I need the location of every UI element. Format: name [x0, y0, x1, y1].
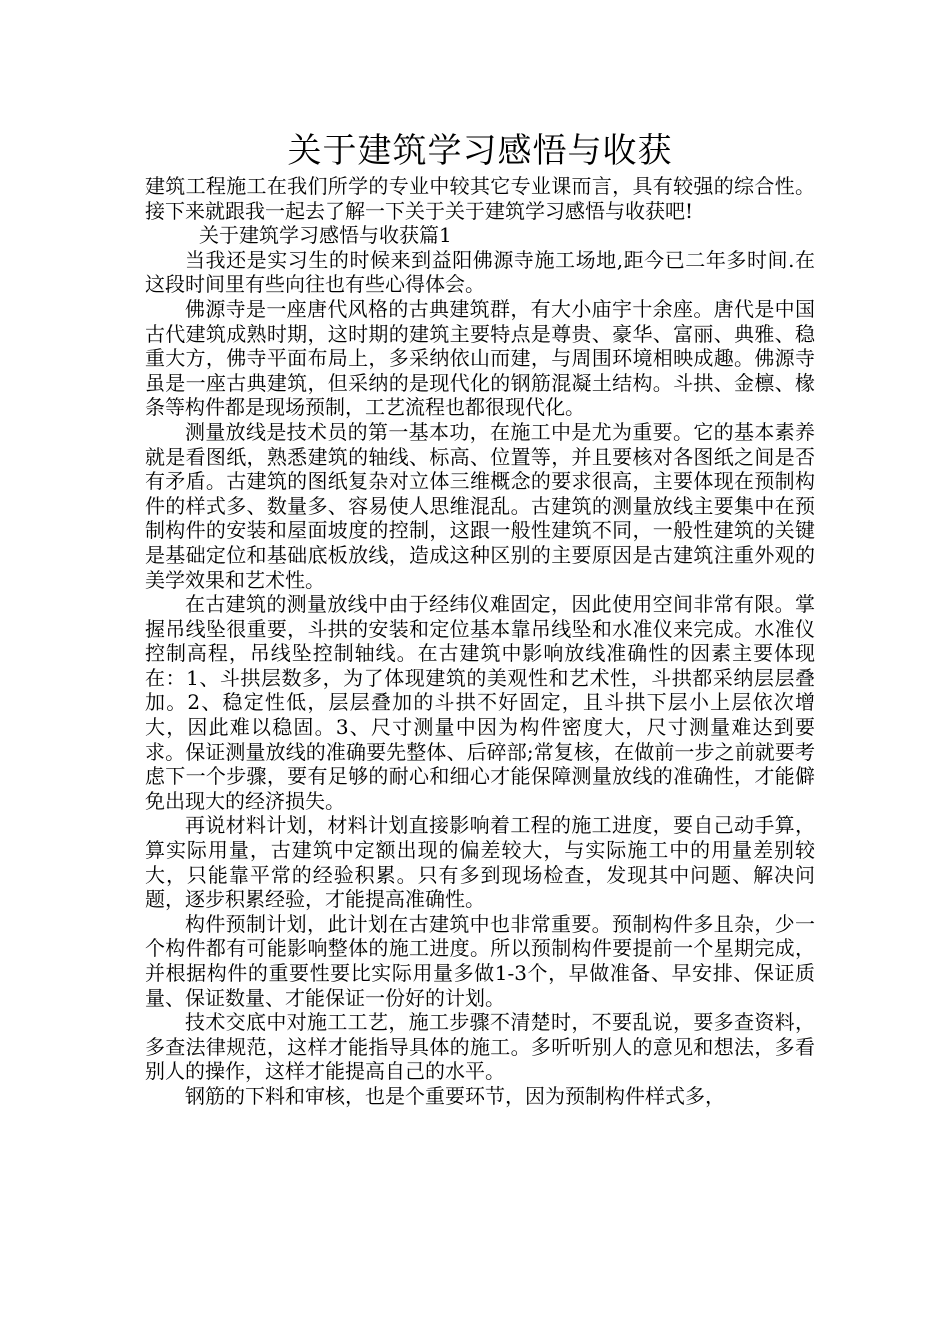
intro-paragraph: 建筑工程施工在我们所学的专业中较其它专业课而言，具有较强的综合性。接下来就跟我一起去了解一下关于关于建筑学习感悟与收获吧!	[145, 174, 815, 223]
body-paragraph: 佛源寺是一座唐代风格的古典建筑群，有大小庙宇十余座。唐代是中国古代建筑成熟时期，这时期的建筑主要特点是尊贵、豪华、富丽、典雅、稳重大方，佛寺平面布局上，多采纳依山而建，与周围环境相映成趣。佛源寺虽是一座古典建筑，但采纳的是现代化的钢筋混凝土结构。斗拱、金檩、椽条等构件都是现场预制，工艺流程也都很现代化。	[145, 296, 815, 420]
body-paragraph: 技术交底中对施工工艺，施工步骤不清楚时，不要乱说，要多查资料，多查法律规范，这样才能指导具体的施工。多听听别人的意见和想法，多看别人的操作，这样才能提高自己的水平。	[145, 1010, 815, 1084]
body-paragraph: 当我还是实习生的时候来到益阳佛源寺施工场地,距今已二年多时间.在这段时间里有些向往也有些心得体会。	[145, 247, 815, 297]
body-paragraph: 在古建筑的测量放线中由于经纬仪难固定，因此使用空间非常有限。掌握吊线坠很重要，斗拱的安装和定位基本靠吊线坠和水准仪来完成。水准仪控制高程，吊线坠控制轴线。在古建筑中影响放线准确性的因素主要体现在：1、斗拱层数多，为了体现建筑的美观性和艺术性，斗拱都采纳层层叠加。2、稳定性低，层层叠加的斗拱不好固定，且斗拱下层小上层依次增大，因此难以稳固。3、尺寸测量中因为构件密度大，尺寸测量难达到要求。保证测量放线的准确要先整体、后碎部;常复核，在做前一步之前就要考虑下一个步骤，要有足够的耐心和细心才能保障测量放线的准确性，才能僻免出现大的经济损失。	[145, 592, 815, 813]
document-title: 关于建筑学习感悟与收获	[287, 131, 673, 171]
document-body	[145, 128, 815, 1109]
body-paragraph: 构件预制计划，此计划在古建筑中也非常重要。预制构件多且杂，少一个构件都有可能影响整体的施工进度。所以预制构件要提前一个星期完成，并根据构件的重要性要比实际用量多做1-3个，早做准备、早安排、保证质量、保证数量、才能保证一份好的计划。	[145, 911, 815, 1010]
body-paragraph: 测量放线是技术员的第一基本功，在施工中是尤为重要。它的基本素养就是看图纸，熟悉建筑的轴线、标高、位置等，并且要核对各图纸之间是否有矛盾。古建筑的图纸复杂对立体三维概念的要求很高，主要体现在预制构件的样式多、数量多、容易使人思维混乱。古建筑的测量放线主要集中在预制构件的安装和屋面坡度的控制，这跟一般性建筑不同，一般性建筑的关键是基础定位和基础底板放线，造成这种区别的主要原因是古建筑注重外观的美学效果和艺术性。	[145, 419, 815, 592]
body-paragraph: 钢筋的下料和审核，也是个重要环节，因为预制构件样式多，	[185, 1083, 725, 1108]
body-paragraph: 再说材料计划，材料计划直接影响着工程的施工进度，要自己动手算，算实际用量，古建筑中定额出现的偏差较大，与实际施工中的用量差别较大，只能靠平常的经验积累。只有多到现场检查，发现其中问题、解决问题，逐步积累经验，才能提高准确性。	[145, 813, 815, 912]
section-heading: 关于建筑学习感悟与收获篇1	[199, 223, 452, 248]
